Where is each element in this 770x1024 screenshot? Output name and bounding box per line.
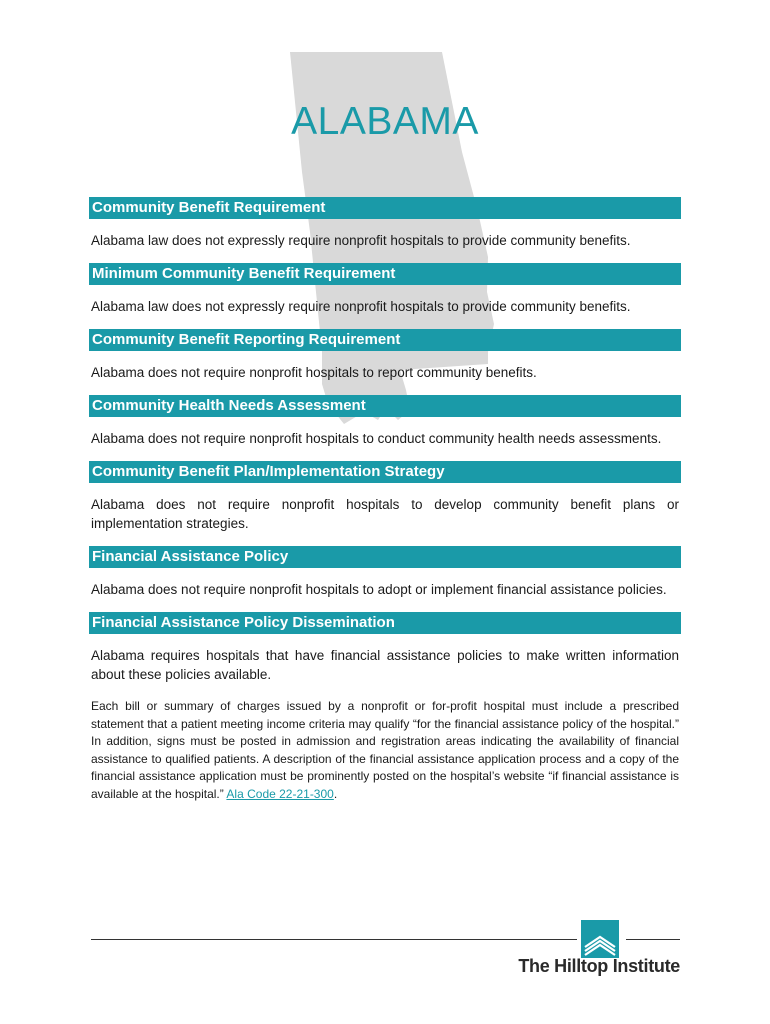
section-health-needs-assessment — [89, 395, 681, 448]
section-body: Alabama law does not expressly require nonprofit hospitals to provide community benefits. — [91, 233, 631, 248]
section-heading: Financial Assistance Policy — [89, 546, 681, 568]
section-heading: Minimum Community Benefit Requirement — [89, 263, 681, 285]
section-body: Alabama does not require nonprofit hospitals to conduct community health needs assessments. — [91, 431, 662, 446]
section-heading: Community Benefit Requirement — [89, 197, 681, 219]
section-minimum-community-benefit — [89, 263, 681, 316]
citation-link[interactable]: Ala Code 22-21-300 — [226, 786, 334, 801]
section-heading: Community Health Needs Assessment — [89, 395, 681, 417]
section-community-benefit-requirement — [89, 197, 681, 250]
footer-divider-left — [91, 939, 577, 940]
section-reporting-requirement — [89, 329, 681, 382]
section-body: Alabama requires hospitals that have financial assistance policies to make written information about these policies available. — [91, 648, 679, 682]
section-policy-dissemination — [89, 612, 681, 803]
citation-end: . — [333, 786, 338, 801]
section-body: Alabama does not require nonprofit hospitals to report community benefits. — [91, 365, 537, 380]
footer-divider-right — [626, 939, 680, 940]
section-detail — [91, 698, 679, 803]
page-title: ALABAMA — [291, 100, 479, 143]
hilltop-logo-icon — [581, 920, 619, 958]
section-heading: Community Benefit Reporting Requirement — [89, 329, 681, 351]
brand-name: The Hilltop Institute — [518, 956, 680, 976]
section-body: Alabama does not require nonprofit hospitals to develop community benefit plans or implementation strategies. — [91, 497, 679, 531]
section-body: Alabama law does not expressly require nonprofit hospitals to provide community benefits. — [91, 299, 631, 314]
detail-text: Each bill or summary of charges issued by a nonprofit or for-profit hospital must include a prescribed statement that a patient meeting income criteria may qualify “for the financial assistance policy of the hospital.” In addition, signs must be posted in admission and registration areas indicating the availability of financial assistance to qualified patients. A description of the financial assistance application process and a copy of the financial assistance application must be prominently posted on the hospital’s website “if financial assistance is available at the hospital.” — [91, 699, 679, 801]
section-financial-assistance-policy — [89, 546, 681, 599]
section-heading: Community Benefit Plan/Implementation Strategy — [89, 461, 681, 483]
section-body: Alabama does not require nonprofit hospitals to adopt or implement financial assistance policies. — [91, 582, 667, 597]
section-implementation-strategy — [89, 461, 681, 533]
section-heading: Financial Assistance Policy Dissemination — [89, 612, 681, 634]
sections-container — [89, 197, 681, 816]
